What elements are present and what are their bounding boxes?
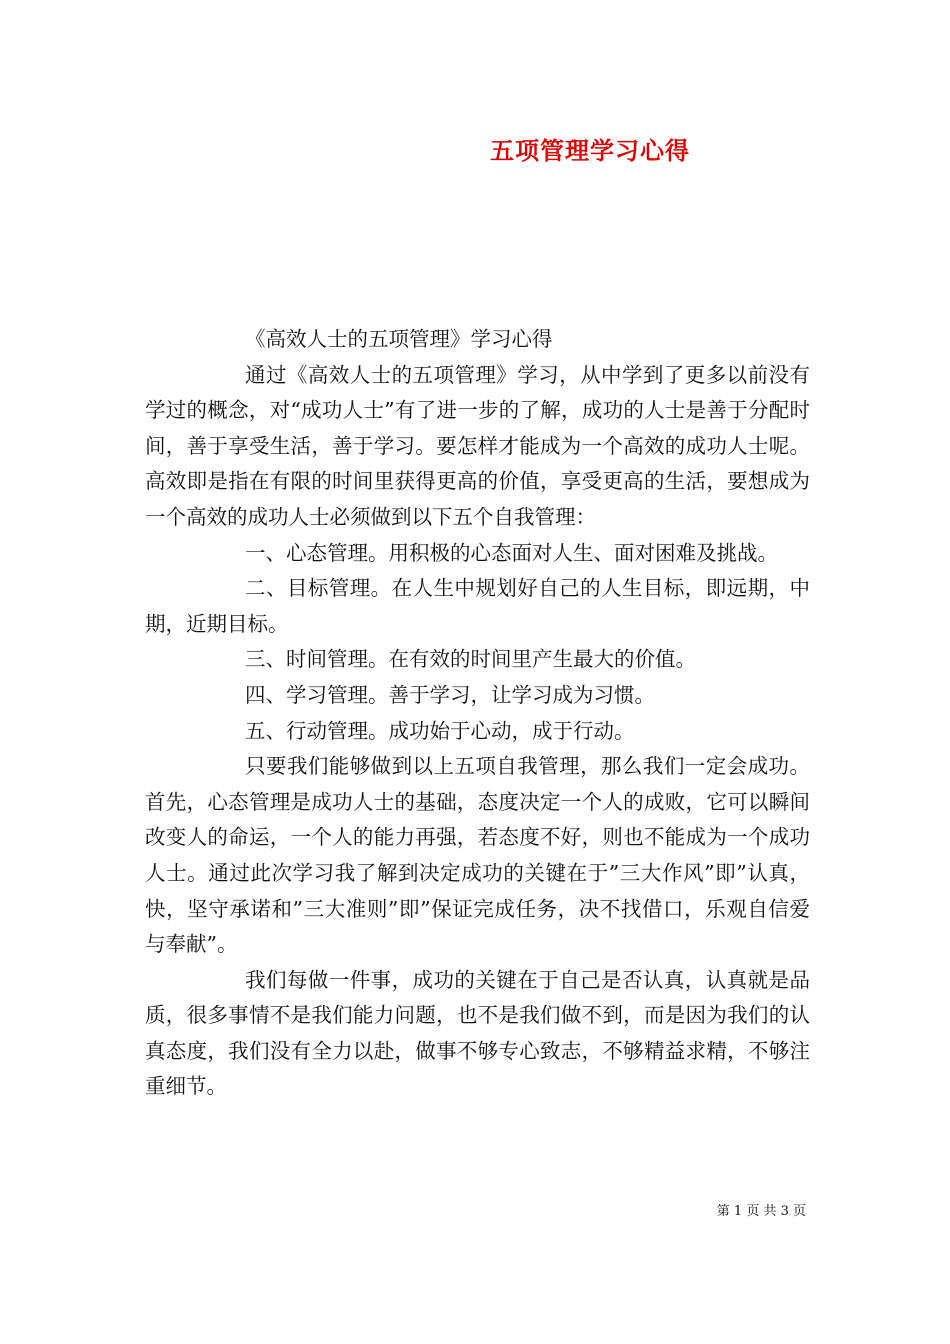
paragraph-item-3: 三、时间管理。在有效的时间里产生最大的价值。	[245, 647, 696, 672]
paragraph-item-4: 四、学习管理。善于学习，让学习成为习惯。	[245, 682, 655, 707]
paragraph-conclusion: 我们每做一件事，成功的关键在于自己是否认真，认真就是品质，很多事情不是我们能力问题，也不是我们做不到，而是因为我们的认真态度，我们没有全力以赴，做事不够专心致志，不够精益求精，不够注重细节。	[145, 967, 810, 1099]
paragraph-summary: 只要我们能够做到以上五项自我管理，那么我们一定会成功。首先，心态管理是成功人士的基础，态度决定一个人的成败，它可以瞬间改变人的命运，一个人的能力再强，若态度不好，则也不能成为一个成功人士。通过此次学习我了解到决定成功的关键在于”三大作风”即”认真，快，坚守承诺和”三大准则”即”保证完成任务，决不找借口，乐观自信爱与奉献”。	[145, 754, 810, 957]
paragraph-intro: 通过《高效人士的五项管理》学习，从中学到了更多以前没有学过的概念，对“成功人士”有了进一步的了解，成功的人士是善于分配时间，善于享受生活，善于学习。要怎样才能成为一个高效的成功人士呢。高效即是指在有限的时间里获得更高的价值，享受更高的生活，要想成为一个高效的成功人士必须做到以下五个自我管理：	[145, 362, 810, 529]
paragraph-item-2: 二、目标管理。在人生中规划好自己的人生目标，即远期，中期，近期目标。	[145, 576, 810, 636]
paragraph-item-1: 一、心态管理。用积极的心态面对人生、面对困难及挑战。	[245, 540, 778, 565]
page-number-footer: 第 1 页 共 3 页	[716, 1204, 806, 1219]
paragraph-heading: 《高效人士的五项管理》学习心得	[245, 327, 553, 351]
document-body	[145, 322, 810, 1105]
document-title: 五项管理学习心得	[490, 136, 690, 165]
paragraph-item-5: 五、行动管理。成功始于心动，成于行动。	[245, 718, 635, 743]
